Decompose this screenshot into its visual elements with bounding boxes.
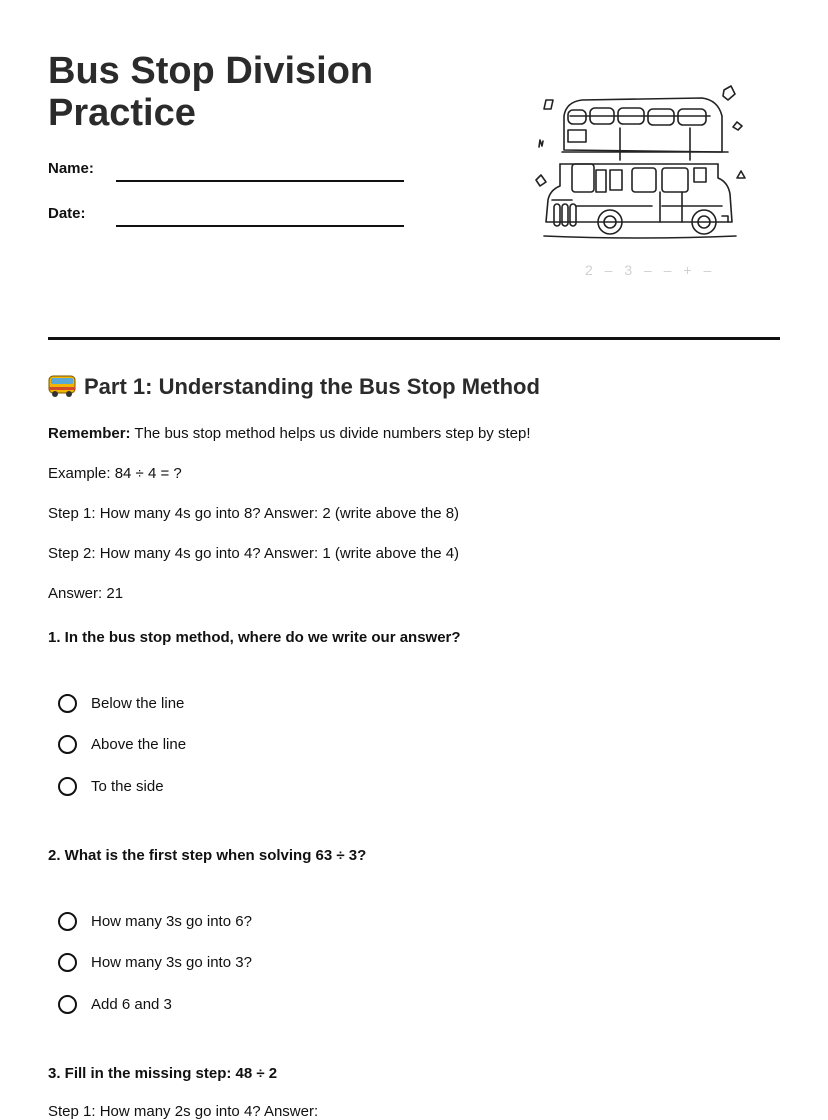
remember-text: The bus stop method helps us divide numbers step by step! xyxy=(130,425,531,442)
radio-button[interactable] xyxy=(58,953,77,972)
date-field xyxy=(48,205,86,229)
example-text: Example: 84 ÷ 4 = ? xyxy=(48,465,182,482)
remember-label: Remember: xyxy=(48,425,131,442)
name-input-line[interactable] xyxy=(116,180,404,182)
option-label: Above the line xyxy=(91,735,187,753)
part1-heading-text: Part 1: Understanding the Bus Stop Method xyxy=(84,374,540,399)
option-label: How many 3s go into 3? xyxy=(91,953,252,971)
option-label: Add 6 and 3 xyxy=(91,995,172,1013)
header-divider xyxy=(48,337,780,340)
date-label: Date: xyxy=(48,205,86,222)
q2-option-3s-into-3[interactable] xyxy=(58,950,252,974)
q2-option-3s-into-6[interactable] xyxy=(58,909,252,933)
radio-button[interactable] xyxy=(58,777,77,796)
q1-option-below-line[interactable] xyxy=(58,691,184,715)
illustration-caption: 2 – 3 – – + – xyxy=(585,262,716,278)
radio-button[interactable] xyxy=(58,694,77,713)
worksheet-page xyxy=(48,0,780,1118)
q1-option-above-line[interactable] xyxy=(58,732,186,756)
option-label: Below the line xyxy=(91,694,185,712)
option-label: To the side xyxy=(91,777,164,795)
page-title: Bus Stop Division Practice xyxy=(48,50,374,134)
radio-button[interactable] xyxy=(58,735,77,754)
question-2: 2. What is the first step when solving 63 ÷ 3? xyxy=(48,847,367,864)
date-input-line[interactable] xyxy=(116,225,404,227)
question-3: 3. Fill in the missing step: 48 ÷ 2 xyxy=(48,1065,278,1082)
answer-text: Answer: 21 xyxy=(48,585,124,602)
name-label: Name: xyxy=(48,160,94,177)
step1-text: Step 1: How many 4s go into 8? Answer: 2 (write above the 8) xyxy=(48,505,460,522)
q1-option-to-side[interactable] xyxy=(58,774,164,798)
bus-icon xyxy=(48,374,76,398)
name-field xyxy=(48,160,94,184)
q2-option-add[interactable] xyxy=(58,992,172,1016)
option-label: How many 3s go into 6? xyxy=(91,912,252,930)
double-decker-bus-illustration xyxy=(532,82,752,282)
q3-step1-text: Step 1: How many 2s go into 4? Answer: xyxy=(48,1103,319,1120)
radio-button[interactable] xyxy=(58,912,77,931)
remember-paragraph xyxy=(48,425,531,442)
question-1: 1. In the bus stop method, where do we write our answer? xyxy=(48,629,461,646)
radio-button[interactable] xyxy=(58,995,77,1014)
part1-heading xyxy=(48,374,540,400)
step2-text: Step 2: How many 4s go into 4? Answer: 1 (write above the 4) xyxy=(48,545,460,562)
